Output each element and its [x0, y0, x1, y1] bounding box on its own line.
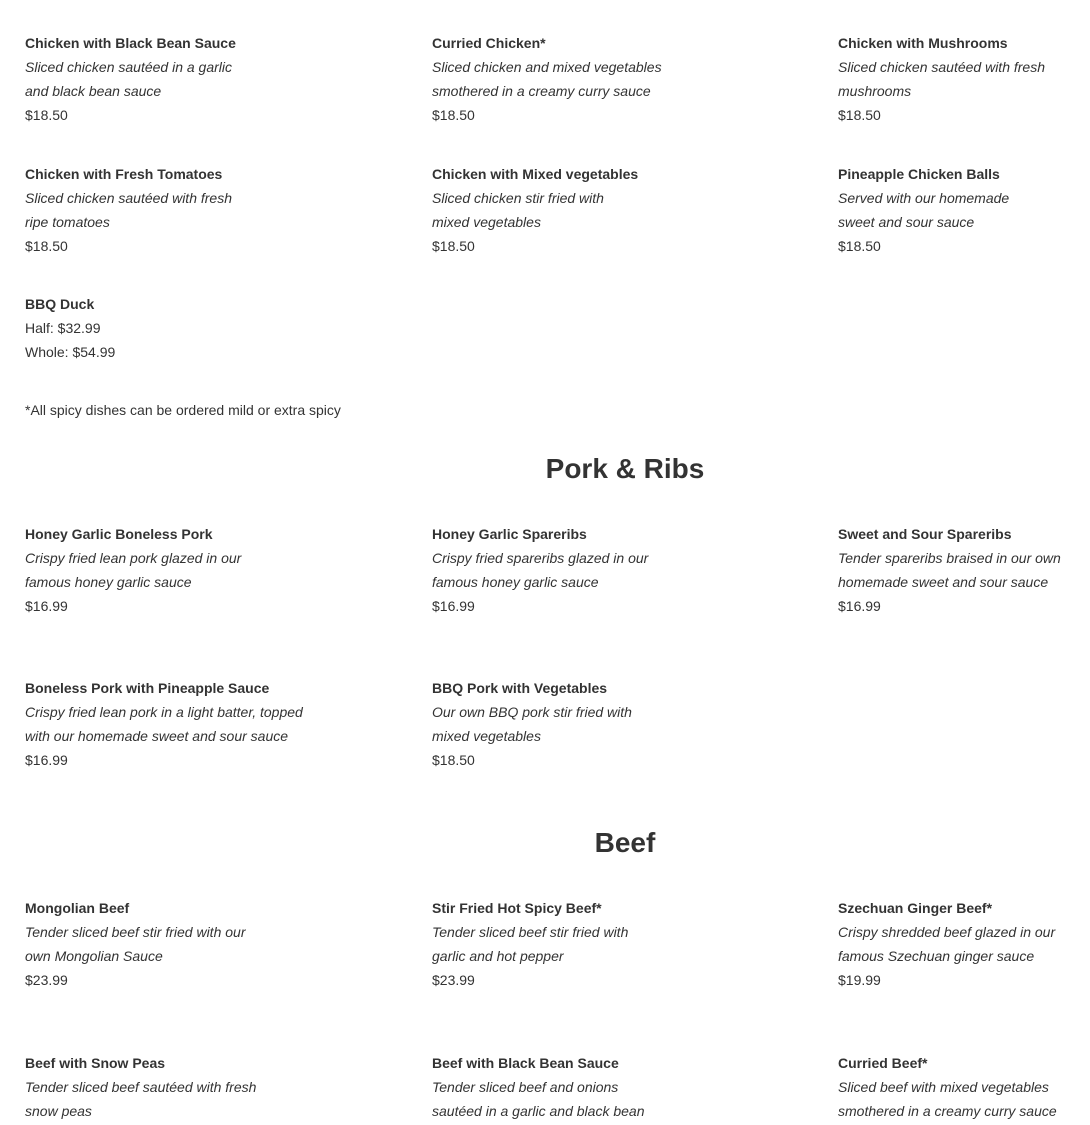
item-price: $16.99 — [25, 598, 68, 614]
item-name: Beef with Black Bean Sauce — [432, 1055, 619, 1071]
item-name: Boneless Pork with Pineapple Sauce — [25, 680, 270, 696]
item-description-line: Tender sliced beef stir fried with our — [25, 924, 246, 940]
item-price: $23.99 — [25, 972, 68, 988]
menu-item — [432, 162, 677, 258]
item-description — [25, 700, 325, 748]
item-description-line: and black bean sauce — [25, 83, 162, 99]
menu-item — [838, 896, 1083, 992]
item-description-line: own Mongolian Sauce — [25, 948, 163, 964]
menu-item — [25, 31, 270, 127]
menu-item — [432, 896, 677, 992]
item-price: $18.50 — [25, 107, 68, 123]
menu-item — [838, 1051, 1083, 1123]
item-description-line: Crispy shredded beef glazed in our — [838, 924, 1056, 940]
section-title-beef: Beef — [594, 827, 656, 858]
item-price: $18.50 — [25, 238, 68, 254]
item-name: Honey Garlic Boneless Pork — [25, 526, 213, 542]
item-description — [432, 55, 677, 103]
item-description-line: Tender spareribs braised in our own — [838, 550, 1061, 566]
item-description-line: Sliced chicken sautéed with fresh — [25, 190, 232, 206]
menu-item — [432, 676, 677, 772]
menu-item — [838, 162, 1083, 258]
menu-item — [25, 896, 270, 992]
item-description-line: Sliced chicken and mixed vegetables — [432, 59, 662, 75]
item-price: $23.99 — [432, 972, 475, 988]
menu-item — [25, 1051, 270, 1123]
item-description-line: Sliced chicken stir fried with — [432, 190, 604, 206]
item-name: BBQ Duck — [25, 296, 95, 312]
menu-item — [25, 162, 270, 258]
item-price: $18.50 — [432, 752, 475, 768]
item-description-line: famous Szechuan ginger sauce — [838, 948, 1035, 964]
item-description-line: mushrooms — [838, 83, 912, 99]
item-description — [432, 700, 677, 748]
item-name: Curried Chicken* — [432, 35, 546, 51]
item-price: $16.99 — [25, 752, 68, 768]
item-description-line: Tender sliced beef and onions — [432, 1079, 619, 1095]
item-description-line: garlic and hot pepper — [432, 948, 564, 964]
item-name: Curried Beef* — [838, 1055, 928, 1071]
item-name: Chicken with Mushrooms — [838, 35, 1008, 51]
item-description-line: sweet and sour sauce — [838, 214, 975, 230]
item-description-line: famous honey garlic sauce — [432, 574, 599, 590]
item-price: $18.50 — [432, 107, 475, 123]
item-name: BBQ Pork with Vegetables — [432, 680, 608, 696]
item-price: $18.50 — [838, 238, 881, 254]
item-name: Mongolian Beef — [25, 900, 130, 916]
item-description — [25, 55, 270, 103]
item-description — [25, 1075, 270, 1123]
item-name: Chicken with Black Bean Sauce — [25, 35, 236, 51]
menu-item — [432, 522, 677, 618]
item-description-line: Crispy fried lean pork glazed in our — [25, 550, 242, 566]
menu-item — [838, 522, 1083, 618]
item-price: $16.99 — [432, 598, 475, 614]
item-description — [25, 186, 270, 234]
item-description-line: Sliced chicken sautéed in a garlic — [25, 59, 233, 75]
item-description-line: Crispy fried lean pork in a light batter, topped — [25, 704, 303, 720]
item-description — [25, 920, 270, 968]
item-description-line: ripe tomatoes — [25, 214, 110, 230]
item-description — [838, 920, 1083, 968]
item-description-line: sautéed in a garlic and black bean — [432, 1103, 645, 1119]
item-name: Pineapple Chicken Balls — [838, 166, 1000, 182]
item-price-half: Half: $32.99 — [25, 320, 101, 336]
item-description — [838, 1075, 1083, 1123]
item-description-line: with our homemade sweet and sour sauce — [25, 728, 289, 744]
menu-item-bbq-duck — [25, 292, 270, 364]
item-name: Honey Garlic Spareribs — [432, 526, 587, 542]
section-title-pork: Pork & Ribs — [545, 453, 705, 484]
item-price: $19.99 — [838, 972, 881, 988]
item-name: Chicken with Fresh Tomatoes — [25, 166, 223, 182]
menu-item — [25, 522, 270, 618]
item-name: Chicken with Mixed vegetables — [432, 166, 639, 182]
item-description-line: famous honey garlic sauce — [25, 574, 192, 590]
item-description-line: Our own BBQ pork stir fried with — [432, 704, 632, 720]
item-name: Beef with Snow Peas — [25, 1055, 166, 1071]
item-price: $18.50 — [432, 238, 475, 254]
item-description — [432, 186, 677, 234]
menu-item — [432, 1051, 677, 1123]
item-description — [838, 546, 1083, 594]
item-description-line: Served with our homemade — [838, 190, 1010, 206]
item-price: $18.50 — [838, 107, 881, 123]
item-name: Szechuan Ginger Beef* — [838, 900, 993, 916]
item-description — [838, 55, 1083, 103]
item-price-whole: Whole: $54.99 — [25, 344, 116, 360]
item-description — [432, 920, 677, 968]
item-description — [432, 546, 677, 594]
item-name: Stir Fried Hot Spicy Beef* — [432, 900, 602, 916]
item-description-line: Sliced chicken sautéed with fresh — [838, 59, 1045, 75]
item-description-line: smothered in a creamy curry sauce — [432, 83, 651, 99]
item-description-line: mixed vegetables — [432, 214, 541, 230]
item-description — [838, 186, 1083, 234]
item-description-line: Tender sliced beef sautéed with fresh — [25, 1079, 257, 1095]
item-description-line: Tender sliced beef stir fried with — [432, 924, 629, 940]
item-description-line: snow peas — [25, 1103, 92, 1119]
item-price: $16.99 — [838, 598, 881, 614]
item-description — [25, 546, 270, 594]
item-description — [432, 1075, 677, 1123]
spicy-note: *All spicy dishes can be ordered mild or extra spicy — [25, 402, 341, 418]
item-description-line: Sliced beef with mixed vegetables — [838, 1079, 1049, 1095]
menu-item — [838, 31, 1083, 127]
item-description-line: Crispy fried spareribs glazed in our — [432, 550, 649, 566]
item-name: Sweet and Sour Spareribs — [838, 526, 1012, 542]
menu-item — [25, 676, 325, 772]
item-description-line: smothered in a creamy curry sauce — [838, 1103, 1057, 1119]
item-description-line: homemade sweet and sour sauce — [838, 574, 1049, 590]
item-description-line: mixed vegetables — [432, 728, 541, 744]
menu-item — [432, 31, 677, 127]
